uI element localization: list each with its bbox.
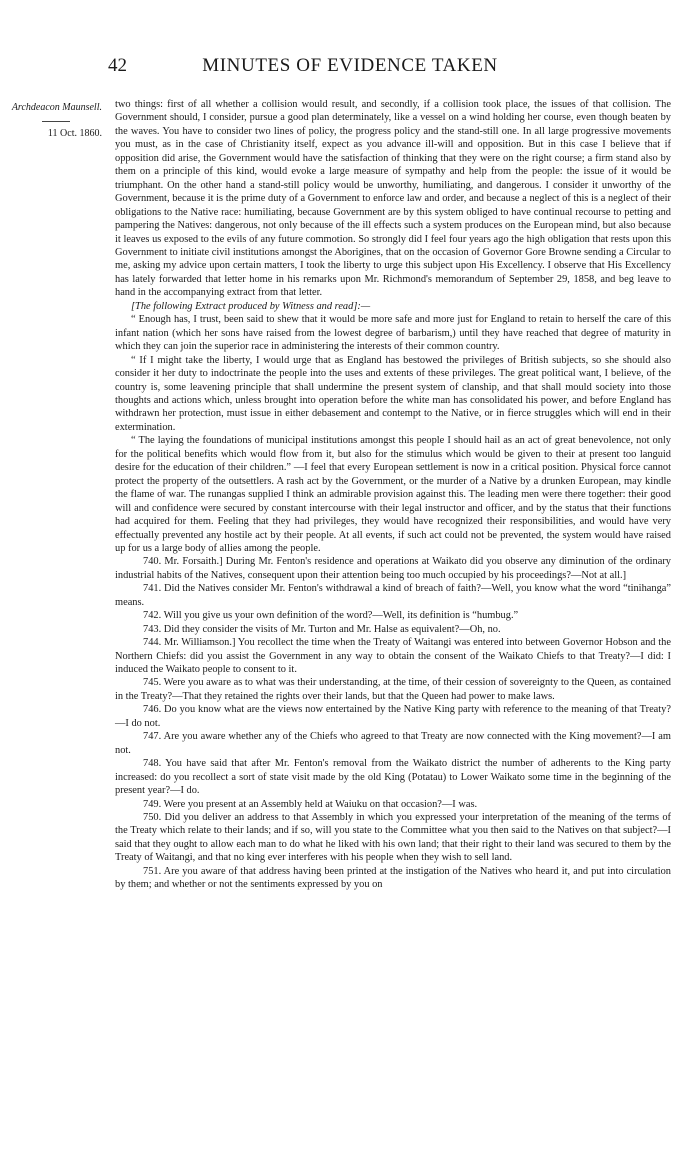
margin-rule bbox=[42, 121, 70, 122]
question-742: 742. Will you give us your own definition of the word?—Well, its definition is “humbug.” bbox=[143, 610, 519, 622]
extract-paragraph: “ If I might take the liberty, I would urge that as England has bestowed the privileges of British subjects, so she should also consider it her duty to indoctrinate the people into the uses and extents of these privileges. The great political want, I believe, of the country is, some leavening principle that shall undermine the present system of clanship, and that shall mould society into those thoughts and actions which, unless brought into operation before the white man has consolidated his power, and before England has withdrawn her protection, must issue in either debasement and contempt to the Native, or in fierce struggles which will end in their extermination. bbox=[115, 354, 671, 433]
question-744: 744. Mr. Williamson.] You recollect the time when the Treaty of Waitangi was entered into between Governor Hobson and the Northern Chiefs: did you assist the Government in any way to obtain the consent of the Waikato Chiefs to that Treaty?—I did: I induced the Waikato people to consent to it. bbox=[115, 637, 671, 676]
question-745: 745. Were you aware as to what was their understanding, at the time, of their cession of sovereignty to the Queen, as contained in the Treaty?—That they retained the rights over their lands, but that the Queen had power to make laws. bbox=[115, 677, 671, 702]
running-title: MINUTES OF EVIDENCE TAKEN bbox=[202, 55, 498, 76]
paragraph: two things: first of all whether a collision would result, and secondly, if a collision took place, the issues of that collision. The Government should, I consider, pursue a good plan determinately, like a vessel on a wind holding her course, even though beaten by the waves. You have to consider two lines of policy, the progress policy and the stand-still one. In all large progressive movements you must, as in the case of Christianity itself, expect as you advance ill-will and opposition. But in this case I believe that if opposition did arise, the Government would have the satisfaction of thinking that they were on the right course; a firm stand also by them on a principle of this kind, would evoke a large measure of sympathy and help from the people: the issue of it would be triumphant. On the other hand a stand-still policy would be unworthy, humiliating, and dangerous. I consider it unworthy of the Government, because it is the prime duty of a Government to enforce law and order, and because a neglect of this is a neglect of their obligations to the Native race: humiliating, because Government are by this system obliged to have continual recourse to petting and pampering the Natives: dangerous, not only because of the ill effects such a system produces on the European mind, but also because it leaves us exposed to the evils of any future commotion. So strongly did I feel four years ago the high obligation that rests upon this Government to initiate civil institutions amongst the Aborigines, that on the occasion of Governor Gore Browne sending a Circular to me, asking my advice upon certain matters, I took the liberty to urge this subject upon His Excellency. I observe that His Excellency has lately forwarded that letter home in his remarks upon Mr. Richmond's memorandum of September 29, 1858, and beg leave to hand in the accompanying extract from that letter. bbox=[115, 99, 671, 299]
question-749: 749. Were you present at an Assembly held at Waiuku on that occasion?—I was. bbox=[143, 798, 478, 810]
extract-paragraph: “ Enough has, I trust, been said to shew that it would be more safe and more just for England to retain to herself the care of this infant nation (which her sons have raised from the lowest degree of barbarism,) until they have reached that degree of maturity in which they can join the superior race in administering the interests of their common country. bbox=[115, 314, 671, 353]
question-746: 746. Do you know what are the views now entertained by the Native King party with reference to the meaning of that Treaty?—I do not. bbox=[115, 704, 671, 729]
question-740: 740. Mr. Forsaith.] During Mr. Fenton's residence and operations at Waikato did you observe any diminution of the ordinary industrial habits of the Natives, consequent upon their attention being too much occupied by his proceedings?—Not at all.] bbox=[115, 556, 671, 581]
page-header bbox=[0, 55, 700, 81]
question-741: 741. Did the Natives consider Mr. Fenton's withdrawal a kind of breach of faith?—Well, you know what the word “tinihanga” means. bbox=[115, 583, 671, 608]
question-748: 748. You have said that after Mr. Fenton's removal from the Waikato district the number of adherents to the King party increased: do you recollect a sort of state visit made by the old King (Potatau) to Lower Waikato some time in the beginning of the present year?—I do. bbox=[115, 758, 671, 797]
question-743: 743. Did they consider the visits of Mr. Turton and Mr. Halse as equivalent?—Oh, no. bbox=[143, 623, 501, 635]
question-750: 750. Did you deliver an address to that Assembly in which you expressed your interpretation of the meaning of the terms of the Treaty which relate to their lands; and if so, will you state to the Committee what you then said to the Natives on that subject?—I said that they ought to allow each man to do what he liked with his own land; that their right to their land was secured to them by the Treaty of Waitangi, and that no king ever interferes with his people when they wish to sell land. bbox=[115, 812, 671, 864]
margin-date: 11 Oct. 1860. bbox=[47, 128, 102, 139]
margin-witness-name: Archdeacon Maunsell. bbox=[11, 102, 102, 113]
question-751: 751. Are you aware of that address having been printed at the instigation of the Natives who heard it, and put into circulation by them; and whether or not the sentiments expressed by you on bbox=[115, 865, 671, 891]
evidence-body bbox=[115, 98, 671, 892]
extract-paragraph: “ The laying the foundations of municipal institutions amongst this people I should hail as an act of great benevolence, not only for the political benefits which would flow from it, but also for the stimulus which would be given to their at present too languid desire for the education of their children.” —I feel that every European settlement is now in a critical position. Physical force cannot protect the property of the outsettlers. A rash act by the Government, or the murder of a Native by a drunken European, may kindle the flame of war. The runangas supplied I think an admirable provision against this. The leading men were there together: their good will and confidence were secured by constant intercourse with their legal instructor and officer, and by the status that their functions had acquired for them. Feeling that they had privileges, they would have recognized their responsibilities, and would have very effectually prevented any hostile act by their people. At all events, if such act could not be prevented, the system would have raised up for us a large body of allies among the people. bbox=[115, 435, 671, 554]
question-747: 747. Are you aware whether any of the Chiefs who agreed to that Treaty are now connected with the King movement?—I am not. bbox=[115, 731, 671, 756]
page-number: 42 bbox=[108, 55, 127, 76]
extract-heading: [The following Extract produced by Witness and read]:— bbox=[131, 300, 371, 312]
